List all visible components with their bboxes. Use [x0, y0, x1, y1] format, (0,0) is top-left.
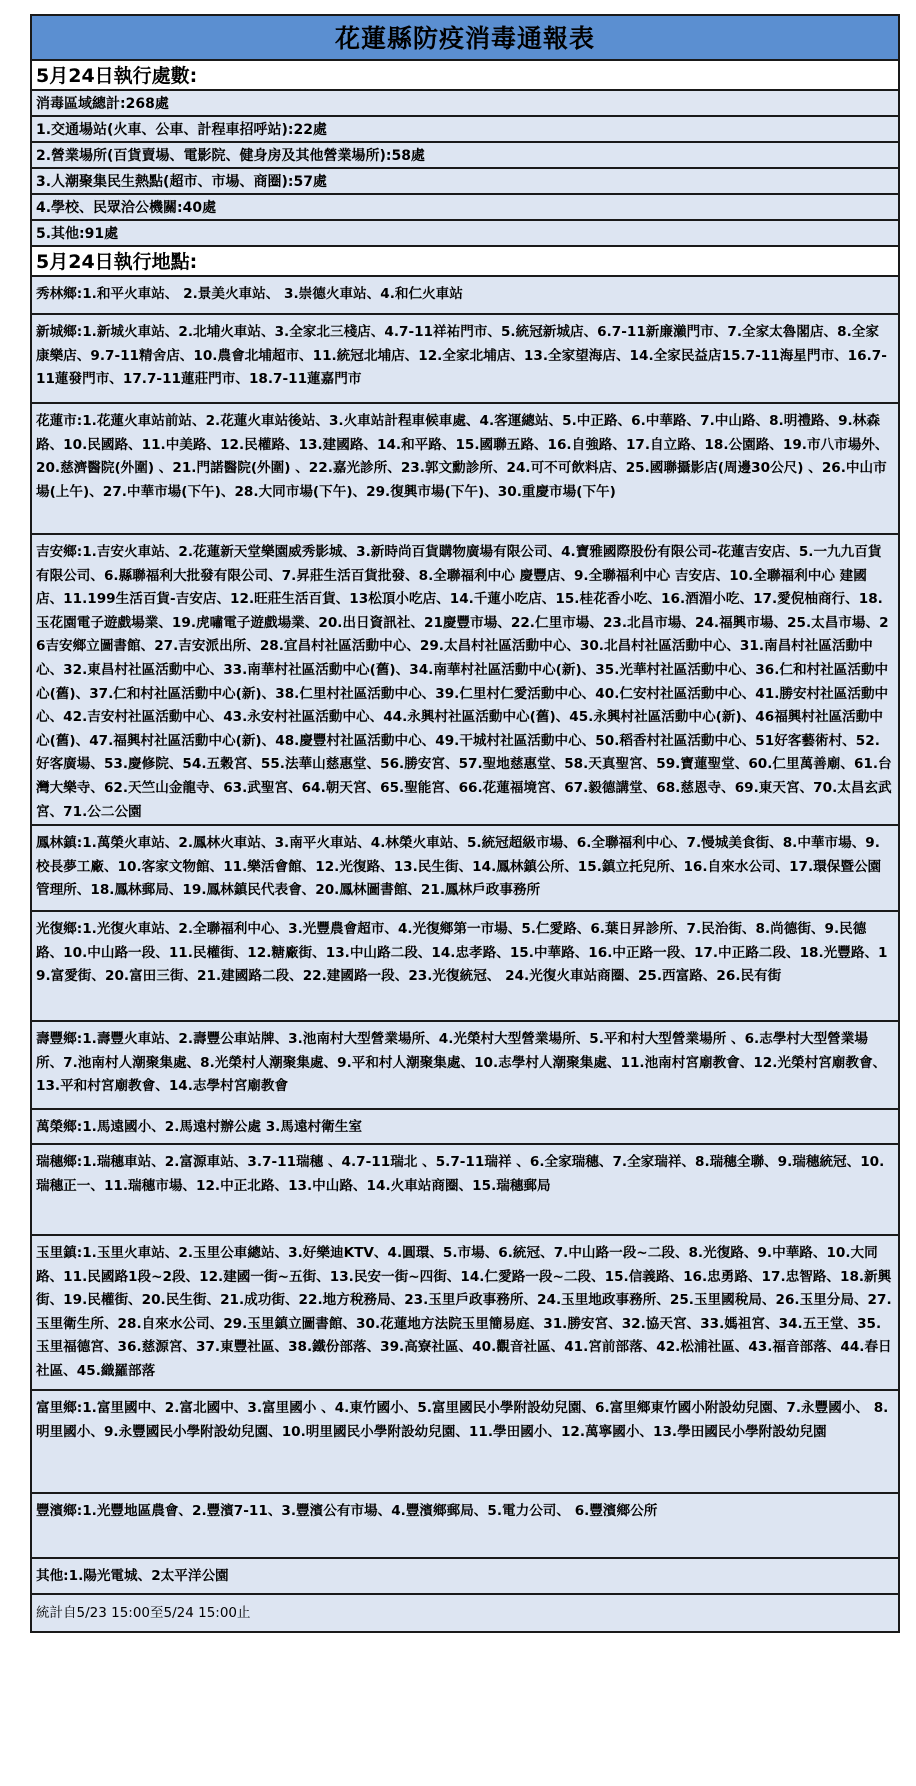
- count-other: 5.其他:91處: [32, 221, 898, 247]
- count-crowd-hotspots: 3.人潮聚集民生熱點(超市、市場、商圈):57處: [32, 169, 898, 195]
- statistics-period: 統計自5/23 15:00至5/24 15:00止: [32, 1595, 898, 1631]
- location-row-hualien-city: [32, 404, 898, 535]
- location-row-yuli: [32, 1236, 898, 1391]
- location-row-jian: [32, 535, 898, 826]
- location-row-other: [32, 1559, 898, 1595]
- total-count: 消毒區域總計:268處: [32, 91, 898, 117]
- location-text: 新城鄉:1.新城火車站、2.北埔火車站、3.全家北三棧店、4.7-11祥祐門市、5.統冠新城店、6.7-11新廉瀨門市、7.全家太魯閣店、8.全家康樂店、9.7-11精舍店、10.農會北埔超市、11.統冠北埔店、12.全家北埔店、13.全家望海店、14.全家民益店15.7-11海星門市、16.7-11蓮發門市、17.7-11蓮莊門市、18.7-11蓮嘉門市: [36, 324, 887, 388]
- location-row-xiulin: [32, 277, 898, 315]
- location-row-fenglin: [32, 826, 898, 912]
- count-transport: 1.交通場站(火車、公車、計程車招呼站):22處: [32, 117, 898, 143]
- location-text: 壽豐鄉:1.壽豐火車站、2.壽豐公車站牌、3.池南村大型營業場所、4.光榮村大型營業場所、5.平和村大型營業場所 、6.志學村大型營業場所、7.池南村人潮聚集處、8.光榮村人潮聚集處、9.平和村人潮聚集處、10.志學村人潮聚集處、11.池南村宮廟教會、12.光榮村宮廟教會、13.平和村宮廟教會、14.志學村宮廟教會: [36, 1031, 887, 1095]
- location-row-fuli: [32, 1391, 898, 1494]
- location-row-shoufeng: [32, 1022, 898, 1110]
- location-text: 豐濱鄉:1.光豐地區農會、2.豐濱7-11、3.豐濱公有市場、4.豐濱鄉郵局、5.電力公司、 6.豐濱鄉公所: [36, 1503, 658, 1519]
- location-text: 其他:1.陽光電城、2太平洋公園: [36, 1568, 229, 1584]
- notification-table: [30, 14, 900, 1633]
- location-text: 秀林鄉:1.和平火車站、 2.景美火車站、 3.崇德火車站、4.和仁火車站: [36, 286, 463, 302]
- location-text: 吉安鄉:1.吉安火車站、2.花蓮新天堂樂園威秀影城、3.新時尚百貨購物廣場有限公司、4.寶雅國際股份有限公司-花蓮吉安店、5.一九九百貨有限公司、6.縣聯福利大批發有限公司、7.昇莊生活百貨批發、8.全聯福利中心 慶豐店、9.全聯福利中心 吉安店、10.全聯福利中心 建國店、11.199生活百貨-吉安店、12.旺莊生活百貨、13松頂小吃店、14.千蓮小吃店、15.桂花香小吃、16.酒湄小吃、17.愛倪柚商行、18.玉花園電子遊戲場業、19.虎嘯電子遊戲場業、20.出日資訊社、21慶豐市場、22.仁里市場、23.北昌市場、24.福興市場、25.太昌市場、26吉安鄉立圖書館、27.吉安派出所、28.宜昌村社區活動中心、29.太昌村社區活動中心、30.北昌村社區活動中心、31.南昌村社區活動中心、32.東昌村社區活動中心、33.南華村社區活動中心(舊)、34.南華村社區活動中心(新)、35.光華村社區活動中心、36.仁和村社區活動中心(舊)、37.仁和村社區活動中心(新)、38.仁里村社區活動中心、39.仁里村仁愛活動中心、40.仁安村社區活動中心、41.勝安村社區活動中心、42.吉安村社區活動中心、43.永安村社區活動中心、44.永興村社區活動中心(舊)、45.永興村社區活動中心(新)、46福興村社區活動中心(舊)、47.福興村社區活動中心(新)、48.慶豐村社區活動中心、49.干城村社區活動中心、50.稻香村社區活動中心、51好客藝術村、52.好客廣場、53.慶修院、54.五穀宮、55.法華山慈惠堂、56.勝安宮、57.聖地慈惠堂、58.天真聖宮、59.寶蓮聖堂、60.仁里萬善廟、61.台灣大樂寺、62.天竺山金龍寺、63.武聖宮、64.朝天宮、65.聖能宮、66.花蓮福境宮、67.毅德講堂、68.慈恩寺、69.東天宮、70.太昌玄武宮、71.公二公園: [36, 544, 892, 820]
- count-schools-agencies: 4.學校、民眾洽公機關:40處: [32, 195, 898, 221]
- location-row-xincheng: [32, 315, 898, 404]
- location-text: 光復鄉:1.光復火車站、2.全聯福利中心、3.光豐農會超市、4.光復鄉第一市場、5.仁愛路、6.葉日昇診所、7.民治街、8.尚德街、9.民德路、10.中山路一段、11.民權街、12.糖廠街、13.中山路二段、14.忠孝路、15.中華路、16.中正路一段、17.中正路二段、18.光豐路、19.富愛街、20.富田三街、21.建國路二段、22.建國路一段、23.光復統冠、 24.光復火車站商圈、25.西富路、26.民有街: [36, 921, 888, 985]
- location-row-fengbin: [32, 1494, 898, 1559]
- location-row-ruisui: [32, 1145, 898, 1236]
- location-text: 鳳林鎮:1.萬榮火車站、2.鳳林火車站、3.南平火車站、4.林榮火車站、5.統冠超級市場、6.全聯福利中心、7.慢城美食街、8.中華市場、9.校長夢工廠、10.客家文物館、11.樂活會館、12.光復路、13.民生街、14.鳳林鎮公所、15.鎮立托兒所、16.自來水公司、17.環保暨公園管理所、18.鳳林郵局、19.鳳林鎮民代表會、20.鳳林圖書館、21.鳳林戶政事務所: [36, 835, 882, 899]
- location-text: 玉里鎮:1.玉里火車站、2.玉里公車總站、3.好樂迪KTV、4.圓環、5.市場、6.統冠、7.中山路一段~二段、8.光復路、9.中華路、10.大同路、11.民國路1段~2段、12.建國一街~五街、13.民安一街~四街、14.仁愛路一段~二段、15.信義路、16.忠勇路、17.忠智路、18.新興街、19.民權街、20.民生街、21.成功街、22.地方稅務局、23.玉里戶政事務所、24.玉里地政事務所、25.玉里國稅局、26.玉里分局、27.玉里衛生所、28.自來水公司、29.玉里鎮立圖書館、30.花蓮地方法院玉里簡易庭、31.勝安宮、32.協天宮、33.媽祖宮、34.五王堂、35.玉里福德宮、36.慈源宮、37.東豐社區、38.鐵份部落、39.高寮社區、40.觀音社區、41.宮前部落、42.松浦社區、43.福音部落、44.春日社區、45.織羅部落: [36, 1245, 892, 1379]
- count-business: 2.營業場所(百貨賣場、電影院、健身房及其他營業場所):58處: [32, 143, 898, 169]
- location-text: 瑞穗鄉:1.瑞穗車站、2.富源車站、3.7-11瑞穗 、4.7-11瑞北 、5.7-11瑞祥 、6.全家瑞穗、7.全家瑞祥、8.瑞穗全聯、9.瑞穗統冠、10.瑞穗正一、11.瑞穗市場、12.中正北路、13.中山路、14.火車站商圈、15.瑞穗郵局: [36, 1154, 885, 1194]
- locations-heading: 5月24日執行地點:: [32, 247, 898, 277]
- counts-heading: 5月24日執行處數:: [32, 61, 898, 91]
- location-row-wanrong: [32, 1110, 898, 1145]
- location-row-guangfu: [32, 912, 898, 1022]
- location-text: 花蓮市:1.花蓮火車站前站、2.花蓮火車站後站、3.火車站計程車候車處、4.客運總站、5.中正路、6.中華路、7.中山路、8.明禮路、9.林森路、10.民國路、11.中美路、12.民權路、13.建國路、14.和平路、15.國聯五路、16.自強路、17.自立路、18.公園路、19.市八市場外、20.慈濟醫院(外圍) 、21.門諾醫院(外圍) 、22.嘉光診所、23.郭文勳診所、24.可不可飲料店、25.國聯攝影店(周邊30公尺) 、26.中山市場(上午)、27.中華市場(下午)、28.大同市場(下午)、29.復興市場(下午)、30.重慶市場(下午): [36, 413, 889, 500]
- table-title: 花蓮縣防疫消毒通報表: [32, 16, 898, 61]
- location-text: 富里鄉:1.富里國中、2.富北國中、3.富里國小 、4.東竹國小、5.富里國民小學附設幼兒園、6.富里鄉東竹國小附設幼兒園、7.永豐國小、 8.明里國小、9.永豐國民小學附設幼兒園、10.明里國民小學附設幼兒園、11.學田國小、12.萬寧國小、13.學田國民小學附設幼兒園: [36, 1400, 889, 1440]
- location-text: 萬榮鄉:1.馬遠國小、2.馬遠村辦公處 3.馬遠村衛生室: [36, 1119, 362, 1135]
